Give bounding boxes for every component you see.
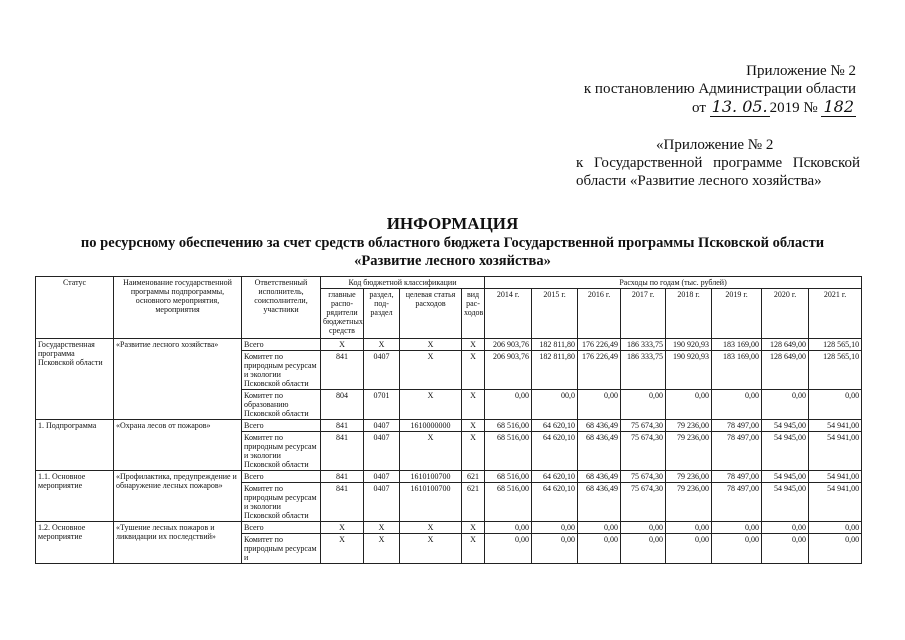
cell-rzpr: 0407	[364, 483, 400, 522]
cell-amount: 190 920,93	[666, 339, 712, 351]
cell-amount: 0,00	[621, 534, 666, 564]
cell-amount: 68 436,49	[578, 420, 621, 432]
cell-rzpr: 0407	[364, 471, 400, 483]
cell-amount: 186 333,75	[621, 351, 666, 390]
cell-amount: 68 516,00	[485, 420, 532, 432]
cell-executor: Комитет по природным ресурсам и экологии Псковской области	[242, 351, 321, 390]
table-row	[36, 522, 862, 534]
cell-executor: Комитет по природным ресурсам и	[242, 534, 321, 564]
appendix-label-2: «Приложение № 2	[656, 137, 774, 153]
appendix-label: Приложение № 2	[746, 63, 856, 79]
cell-executor: Комитет по природным ресурсам и экологии Псковской области	[242, 483, 321, 522]
cell-amount: 0,00	[532, 534, 578, 564]
cell-rzpr: X	[364, 522, 400, 534]
cell-amount: 79 236,00	[666, 483, 712, 522]
title-sub-2: «Развитие лесного хозяйства»	[354, 253, 551, 269]
cell-vr: 621	[462, 471, 485, 483]
decree-date-line	[540, 98, 856, 117]
cell-amount: 0,00	[621, 522, 666, 534]
head-costs-group: Расходы по годам (тыс. рублей)	[485, 277, 862, 289]
cell-amount: 79 236,00	[666, 420, 712, 432]
date-year: 2019 №	[769, 100, 818, 116]
handwritten-number: 182	[823, 97, 854, 116]
cell-amount: 75 674,30	[621, 471, 666, 483]
table-row	[36, 420, 862, 432]
head-vr: вид рас-ходов	[462, 289, 485, 339]
cell-amount: 79 236,00	[666, 432, 712, 471]
cell-executor: Всего	[242, 471, 321, 483]
table-row	[36, 471, 862, 483]
cell-amount: 176 226,49	[578, 351, 621, 390]
cell-vr: X	[462, 420, 485, 432]
cell-amount: 54 941,00	[809, 420, 862, 432]
cell-amount: 54 941,00	[809, 432, 862, 471]
cell-amount: 75 674,30	[621, 483, 666, 522]
cell-amount: 68 516,00	[485, 432, 532, 471]
cell-amount: 128 565,10	[809, 351, 862, 390]
cell-csr: X	[400, 534, 462, 564]
cell-amount: 79 236,00	[666, 471, 712, 483]
cell-vr: X	[462, 522, 485, 534]
handwritten-date: 13. 05.	[711, 97, 768, 116]
cell-amount: 54 945,00	[762, 483, 809, 522]
cell-amount: 0,00	[666, 522, 712, 534]
cell-grbs: 841	[321, 471, 364, 483]
cell-amount: 54 941,00	[809, 483, 862, 522]
cell-amount: 182 811,80	[532, 339, 578, 351]
cell-grbs: X	[321, 534, 364, 564]
cell-amount: 68 436,49	[578, 432, 621, 471]
cell-amount: 183 169,00	[712, 351, 762, 390]
cell-executor: Всего	[242, 420, 321, 432]
cell-grbs: 841	[321, 483, 364, 522]
cell-amount: 54 945,00	[762, 432, 809, 471]
cell-amount: 68 436,49	[578, 471, 621, 483]
cell-csr: X	[400, 390, 462, 420]
table-row	[36, 339, 862, 351]
cell-name: «Тушение лесных пожаров и ликвидации их последствий»	[114, 522, 242, 564]
cell-amount: 0,00	[578, 390, 621, 420]
cell-amount: 0,00	[762, 522, 809, 534]
head-year: 2021 г.	[809, 289, 862, 339]
cell-amount: 75 674,30	[621, 420, 666, 432]
cell-amount: 78 497,00	[712, 483, 762, 522]
head-year: 2014 г.	[485, 289, 532, 339]
cell-amount: 78 497,00	[712, 420, 762, 432]
cell-amount: 176 226,49	[578, 339, 621, 351]
cell-amount: 0,00	[485, 390, 532, 420]
cell-amount: 186 333,75	[621, 339, 666, 351]
head-year: 2020 г.	[762, 289, 809, 339]
cell-amount: 206 903,76	[485, 339, 532, 351]
cell-amount: 128 565,10	[809, 339, 862, 351]
appendix-header-2	[576, 136, 860, 190]
cell-amount: 78 497,00	[712, 432, 762, 471]
cell-name: «Развитие лесного хозяйства»	[114, 339, 242, 420]
cell-amount: 183 169,00	[712, 339, 762, 351]
cell-amount: 54 945,00	[762, 471, 809, 483]
cell-amount: 128 649,00	[762, 351, 809, 390]
cell-amount: 0,00	[621, 390, 666, 420]
cell-amount: 54 941,00	[809, 471, 862, 483]
head-year: 2015 г.	[532, 289, 578, 339]
cell-csr: X	[400, 432, 462, 471]
cell-amount: 64 620,10	[532, 471, 578, 483]
head-year: 2017 г.	[621, 289, 666, 339]
cell-rzpr: 0407	[364, 420, 400, 432]
cell-amount: 0,00	[485, 534, 532, 564]
cell-amount: 0,00	[485, 522, 532, 534]
cell-amount: 0,00	[762, 534, 809, 564]
cell-vr: X	[462, 432, 485, 471]
cell-grbs: X	[321, 339, 364, 351]
cell-csr: X	[400, 522, 462, 534]
cell-executor: Комитет по образованию Псковской области	[242, 390, 321, 420]
cell-amount: 68 516,00	[485, 483, 532, 522]
cell-status: Государственная программа Псковской области	[36, 339, 114, 420]
cell-amount: 0,00	[712, 522, 762, 534]
table-body	[36, 339, 862, 564]
cell-amount: 68 516,00	[485, 471, 532, 483]
title-main: ИНФОРМАЦИЯ	[386, 214, 519, 233]
cell-rzpr: X	[364, 534, 400, 564]
cell-amount: 190 920,93	[666, 351, 712, 390]
cell-amount: 182 811,80	[532, 351, 578, 390]
cell-amount: 75 674,30	[621, 432, 666, 471]
cell-amount: 206 903,76	[485, 351, 532, 390]
head-csr: целевая статья расходов	[400, 289, 462, 339]
cell-status: 1. Подпрограмма	[36, 420, 114, 471]
cell-vr: X	[462, 534, 485, 564]
cell-grbs: 841	[321, 351, 364, 390]
cell-grbs: 841	[321, 432, 364, 471]
cell-rzpr: 0701	[364, 390, 400, 420]
cell-amount: 64 620,10	[532, 483, 578, 522]
cell-name: «Профилактика, предупреждение и обнаружение лесных пожаров»	[114, 471, 242, 522]
cell-amount: 0,00	[532, 522, 578, 534]
cell-grbs: X	[321, 522, 364, 534]
program-reference: к Государственной программе Псковской области «Развитие лесного хозяйства»	[576, 155, 860, 189]
cell-status: 1.2. Основное мероприятие	[36, 522, 114, 564]
head-rzpr: раздел, под-раздел	[364, 289, 400, 339]
head-code-group: Код бюджетной классификации	[321, 277, 485, 289]
head-year: 2019 г.	[712, 289, 762, 339]
cell-csr: X	[400, 351, 462, 390]
date-prefix: от	[692, 100, 706, 116]
cell-amount: 64 620,10	[532, 420, 578, 432]
head-executor: Ответственный исполнитель, соисполнители, участники	[242, 277, 321, 339]
head-name: Наименование государственной программы подпрограммы, основного мероприятия, мероприятия	[114, 277, 242, 339]
cell-rzpr: 0407	[364, 432, 400, 471]
cell-amount: 0,00	[712, 534, 762, 564]
title-sub-1: по ресурсному обеспечению за счет средств областного бюджета Государственной программы Псковской области	[80, 235, 825, 251]
cell-vr: 621	[462, 483, 485, 522]
cell-amount: 0,00	[809, 390, 862, 420]
cell-csr: X	[400, 339, 462, 351]
cell-amount: 00,0	[532, 390, 578, 420]
head-status: Статус	[36, 277, 114, 339]
cell-amount: 68 436,49	[578, 483, 621, 522]
appendix-header	[540, 62, 856, 117]
cell-rzpr: 0407	[364, 351, 400, 390]
cell-vr: X	[462, 390, 485, 420]
cell-amount: 54 945,00	[762, 420, 809, 432]
cell-csr: 1610100700	[400, 471, 462, 483]
resource-table	[35, 276, 862, 564]
cell-name: «Охрана лесов от пожаров»	[114, 420, 242, 471]
cell-grbs: 804	[321, 390, 364, 420]
document-title	[0, 214, 905, 270]
head-year: 2016 г.	[578, 289, 621, 339]
cell-amount: 0,00	[809, 522, 862, 534]
cell-amount: 0,00	[809, 534, 862, 564]
cell-amount: 0,00	[666, 534, 712, 564]
cell-executor: Всего	[242, 522, 321, 534]
cell-vr: X	[462, 339, 485, 351]
cell-executor: Всего	[242, 339, 321, 351]
cell-grbs: 841	[321, 420, 364, 432]
cell-rzpr: X	[364, 339, 400, 351]
cell-executor: Комитет по природным ресурсам и экологии Псковской области	[242, 432, 321, 471]
cell-amount: 128 649,00	[762, 339, 809, 351]
cell-amount: 0,00	[578, 534, 621, 564]
cell-status: 1.1. Основное мероприятие	[36, 471, 114, 522]
cell-amount: 0,00	[578, 522, 621, 534]
cell-csr: 1610100700	[400, 483, 462, 522]
cell-vr: X	[462, 351, 485, 390]
cell-amount: 78 497,00	[712, 471, 762, 483]
cell-csr: 1610000000	[400, 420, 462, 432]
cell-amount: 0,00	[666, 390, 712, 420]
cell-amount: 0,00	[762, 390, 809, 420]
cell-amount: 64 620,10	[532, 432, 578, 471]
cell-amount: 0,00	[712, 390, 762, 420]
decree-line: к постановлению Администрации области	[583, 81, 856, 97]
head-grbs: главные распо-рядители бюджетных средств	[321, 289, 364, 339]
head-year: 2018 г.	[666, 289, 712, 339]
